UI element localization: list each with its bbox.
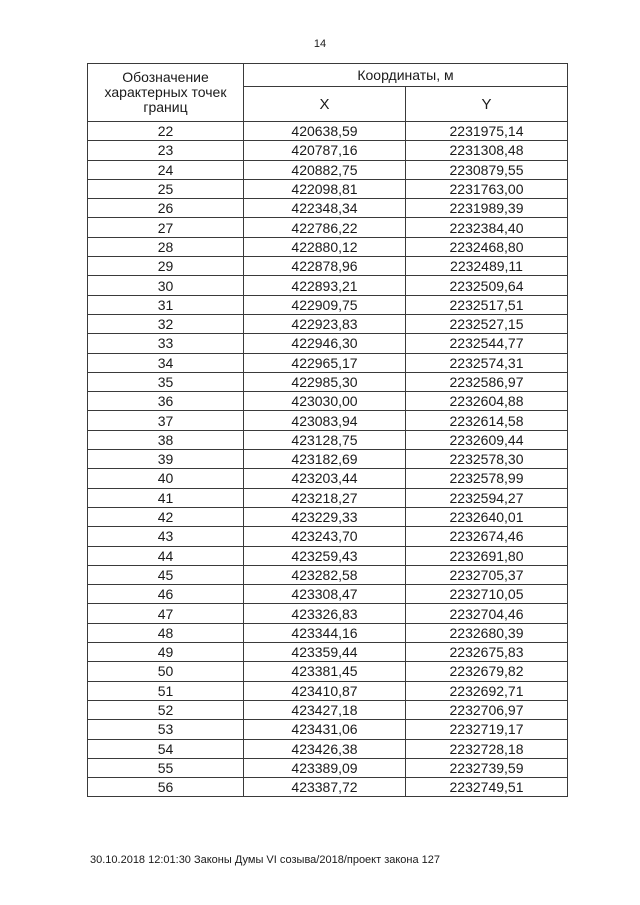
point-number-cell: 25: [88, 179, 244, 198]
table-row: [88, 758, 568, 777]
point-number-cell: 56: [88, 778, 244, 797]
point-number-cell: 47: [88, 604, 244, 623]
x-coordinate-cell: 423218,27: [244, 488, 406, 507]
x-coordinate-cell: 423326,83: [244, 604, 406, 623]
y-coordinate-cell: 2232544,77: [406, 334, 568, 353]
y-coordinate-cell: 2232706,97: [406, 700, 568, 719]
table-row: [88, 237, 568, 256]
table-row: [88, 739, 568, 758]
point-number-cell: 31: [88, 295, 244, 314]
y-coordinate-cell: 2231763,00: [406, 179, 568, 198]
x-coordinate-cell: 422909,75: [244, 295, 406, 314]
x-coordinate-cell: 423229,33: [244, 507, 406, 526]
y-coordinate-cell: 2232586,97: [406, 372, 568, 391]
x-coordinate-cell: 422786,22: [244, 218, 406, 237]
point-number-cell: 43: [88, 527, 244, 546]
table-row: [88, 469, 568, 488]
table-row: [88, 643, 568, 662]
y-coordinate-cell: 2231989,39: [406, 199, 568, 218]
x-coordinate-cell: 423344,16: [244, 623, 406, 642]
y-coordinate-cell: 2232705,37: [406, 565, 568, 584]
x-coordinate-cell: 422893,21: [244, 276, 406, 295]
table-row: [88, 604, 568, 623]
table-row: [88, 295, 568, 314]
x-coordinate-cell: 420787,16: [244, 141, 406, 160]
x-coordinate-cell: 423410,87: [244, 681, 406, 700]
x-coordinate-cell: 423426,38: [244, 739, 406, 758]
header-coordinates: Координаты, м: [244, 64, 568, 87]
x-coordinate-cell: 423387,72: [244, 778, 406, 797]
x-coordinate-cell: 423308,47: [244, 585, 406, 604]
x-coordinate-cell: 423083,94: [244, 411, 406, 430]
y-coordinate-cell: 2232509,64: [406, 276, 568, 295]
point-number-cell: 45: [88, 565, 244, 584]
y-coordinate-cell: 2232517,51: [406, 295, 568, 314]
point-number-cell: 41: [88, 488, 244, 507]
table-row: [88, 179, 568, 198]
x-coordinate-cell: 422348,34: [244, 199, 406, 218]
table-row: [88, 372, 568, 391]
y-coordinate-cell: 2232574,31: [406, 353, 568, 372]
y-coordinate-cell: 2232604,88: [406, 392, 568, 411]
table-header: [88, 64, 568, 122]
table-row: [88, 141, 568, 160]
point-number-cell: 55: [88, 758, 244, 777]
table-row: [88, 488, 568, 507]
point-number-cell: 27: [88, 218, 244, 237]
point-number-cell: 37: [88, 411, 244, 430]
table-row: [88, 565, 568, 584]
point-number-cell: 42: [88, 507, 244, 526]
point-number-cell: 33: [88, 334, 244, 353]
table-row: [88, 623, 568, 642]
x-coordinate-cell: 422880,12: [244, 237, 406, 256]
y-coordinate-cell: 2232680,39: [406, 623, 568, 642]
point-number-cell: 39: [88, 450, 244, 469]
point-number-cell: 51: [88, 681, 244, 700]
point-number-cell: 49: [88, 643, 244, 662]
point-number-cell: 53: [88, 720, 244, 739]
x-coordinate-cell: 423359,44: [244, 643, 406, 662]
x-coordinate-cell: 422878,96: [244, 257, 406, 276]
y-coordinate-cell: 2232578,99: [406, 469, 568, 488]
y-coordinate-cell: 2232692,71: [406, 681, 568, 700]
point-number-cell: 32: [88, 314, 244, 333]
table-row: [88, 450, 568, 469]
table-row: [88, 720, 568, 739]
point-number-cell: 34: [88, 353, 244, 372]
y-coordinate-cell: 2231308,48: [406, 141, 568, 160]
y-coordinate-cell: 2232594,27: [406, 488, 568, 507]
y-coordinate-cell: 2231975,14: [406, 122, 568, 141]
y-coordinate-cell: 2232489,11: [406, 257, 568, 276]
page-number: 14: [313, 38, 327, 50]
header-point-label: Обозначение характерных точек границ: [88, 64, 244, 122]
y-coordinate-cell: 2232614,58: [406, 411, 568, 430]
table-row: [88, 218, 568, 237]
x-coordinate-cell: 423381,45: [244, 662, 406, 681]
point-number-cell: 54: [88, 739, 244, 758]
y-coordinate-cell: 2232384,40: [406, 218, 568, 237]
point-number-cell: 46: [88, 585, 244, 604]
point-number-cell: 36: [88, 392, 244, 411]
x-coordinate-cell: 423431,06: [244, 720, 406, 739]
y-coordinate-cell: 2232704,46: [406, 604, 568, 623]
table-row: [88, 276, 568, 295]
table-row: [88, 585, 568, 604]
point-number-cell: 22: [88, 122, 244, 141]
point-number-cell: 29: [88, 257, 244, 276]
x-coordinate-cell: 422923,83: [244, 314, 406, 333]
x-coordinate-cell: 422098,81: [244, 179, 406, 198]
table-row: [88, 700, 568, 719]
y-coordinate-cell: 2232527,15: [406, 314, 568, 333]
footer-stamp: 30.10.2018 12:01:30 Законы Думы VI созыва/2018/проект закона 127: [90, 854, 441, 866]
x-coordinate-cell: 422946,30: [244, 334, 406, 353]
table-row: [88, 662, 568, 681]
point-number-cell: 40: [88, 469, 244, 488]
table-row: [88, 546, 568, 565]
y-coordinate-cell: 2232728,18: [406, 739, 568, 758]
point-number-cell: 35: [88, 372, 244, 391]
table-row: [88, 681, 568, 700]
table-row: [88, 257, 568, 276]
y-coordinate-cell: 2230879,55: [406, 160, 568, 179]
header-x: X: [244, 87, 406, 122]
x-coordinate-cell: 423128,75: [244, 430, 406, 449]
x-coordinate-cell: 422965,17: [244, 353, 406, 372]
point-number-cell: 52: [88, 700, 244, 719]
table-body: [88, 122, 568, 797]
table-row: [88, 353, 568, 372]
header-y: Y: [406, 87, 568, 122]
y-coordinate-cell: 2232468,80: [406, 237, 568, 256]
y-coordinate-cell: 2232640,01: [406, 507, 568, 526]
x-coordinate-cell: 420882,75: [244, 160, 406, 179]
y-coordinate-cell: 2232719,17: [406, 720, 568, 739]
x-coordinate-cell: 423427,18: [244, 700, 406, 719]
y-coordinate-cell: 2232679,82: [406, 662, 568, 681]
y-coordinate-cell: 2232609,44: [406, 430, 568, 449]
point-number-cell: 44: [88, 546, 244, 565]
x-coordinate-cell: 423243,70: [244, 527, 406, 546]
table-row: [88, 507, 568, 526]
point-number-cell: 23: [88, 141, 244, 160]
point-number-cell: 26: [88, 199, 244, 218]
y-coordinate-cell: 2232675,83: [406, 643, 568, 662]
y-coordinate-cell: 2232691,80: [406, 546, 568, 565]
x-coordinate-cell: 423389,09: [244, 758, 406, 777]
x-coordinate-cell: 423030,00: [244, 392, 406, 411]
point-number-cell: 30: [88, 276, 244, 295]
table-row: [88, 392, 568, 411]
point-number-cell: 48: [88, 623, 244, 642]
table-row: [88, 160, 568, 179]
x-coordinate-cell: 420638,59: [244, 122, 406, 141]
y-coordinate-cell: 2232739,59: [406, 758, 568, 777]
table-row: [88, 334, 568, 353]
point-number-cell: 38: [88, 430, 244, 449]
x-coordinate-cell: 423203,44: [244, 469, 406, 488]
table-row: [88, 199, 568, 218]
table-row: [88, 314, 568, 333]
table-row: [88, 527, 568, 546]
table-row: [88, 430, 568, 449]
point-number-cell: 24: [88, 160, 244, 179]
table-row: [88, 411, 568, 430]
point-number-cell: 28: [88, 237, 244, 256]
y-coordinate-cell: 2232578,30: [406, 450, 568, 469]
point-number-cell: 50: [88, 662, 244, 681]
y-coordinate-cell: 2232749,51: [406, 778, 568, 797]
x-coordinate-cell: 423259,43: [244, 546, 406, 565]
x-coordinate-cell: 422985,30: [244, 372, 406, 391]
x-coordinate-cell: 423182,69: [244, 450, 406, 469]
y-coordinate-cell: 2232674,46: [406, 527, 568, 546]
x-coordinate-cell: 423282,58: [244, 565, 406, 584]
coordinates-table: [87, 63, 568, 797]
table-row: [88, 778, 568, 797]
y-coordinate-cell: 2232710,05: [406, 585, 568, 604]
table-row: [88, 122, 568, 141]
